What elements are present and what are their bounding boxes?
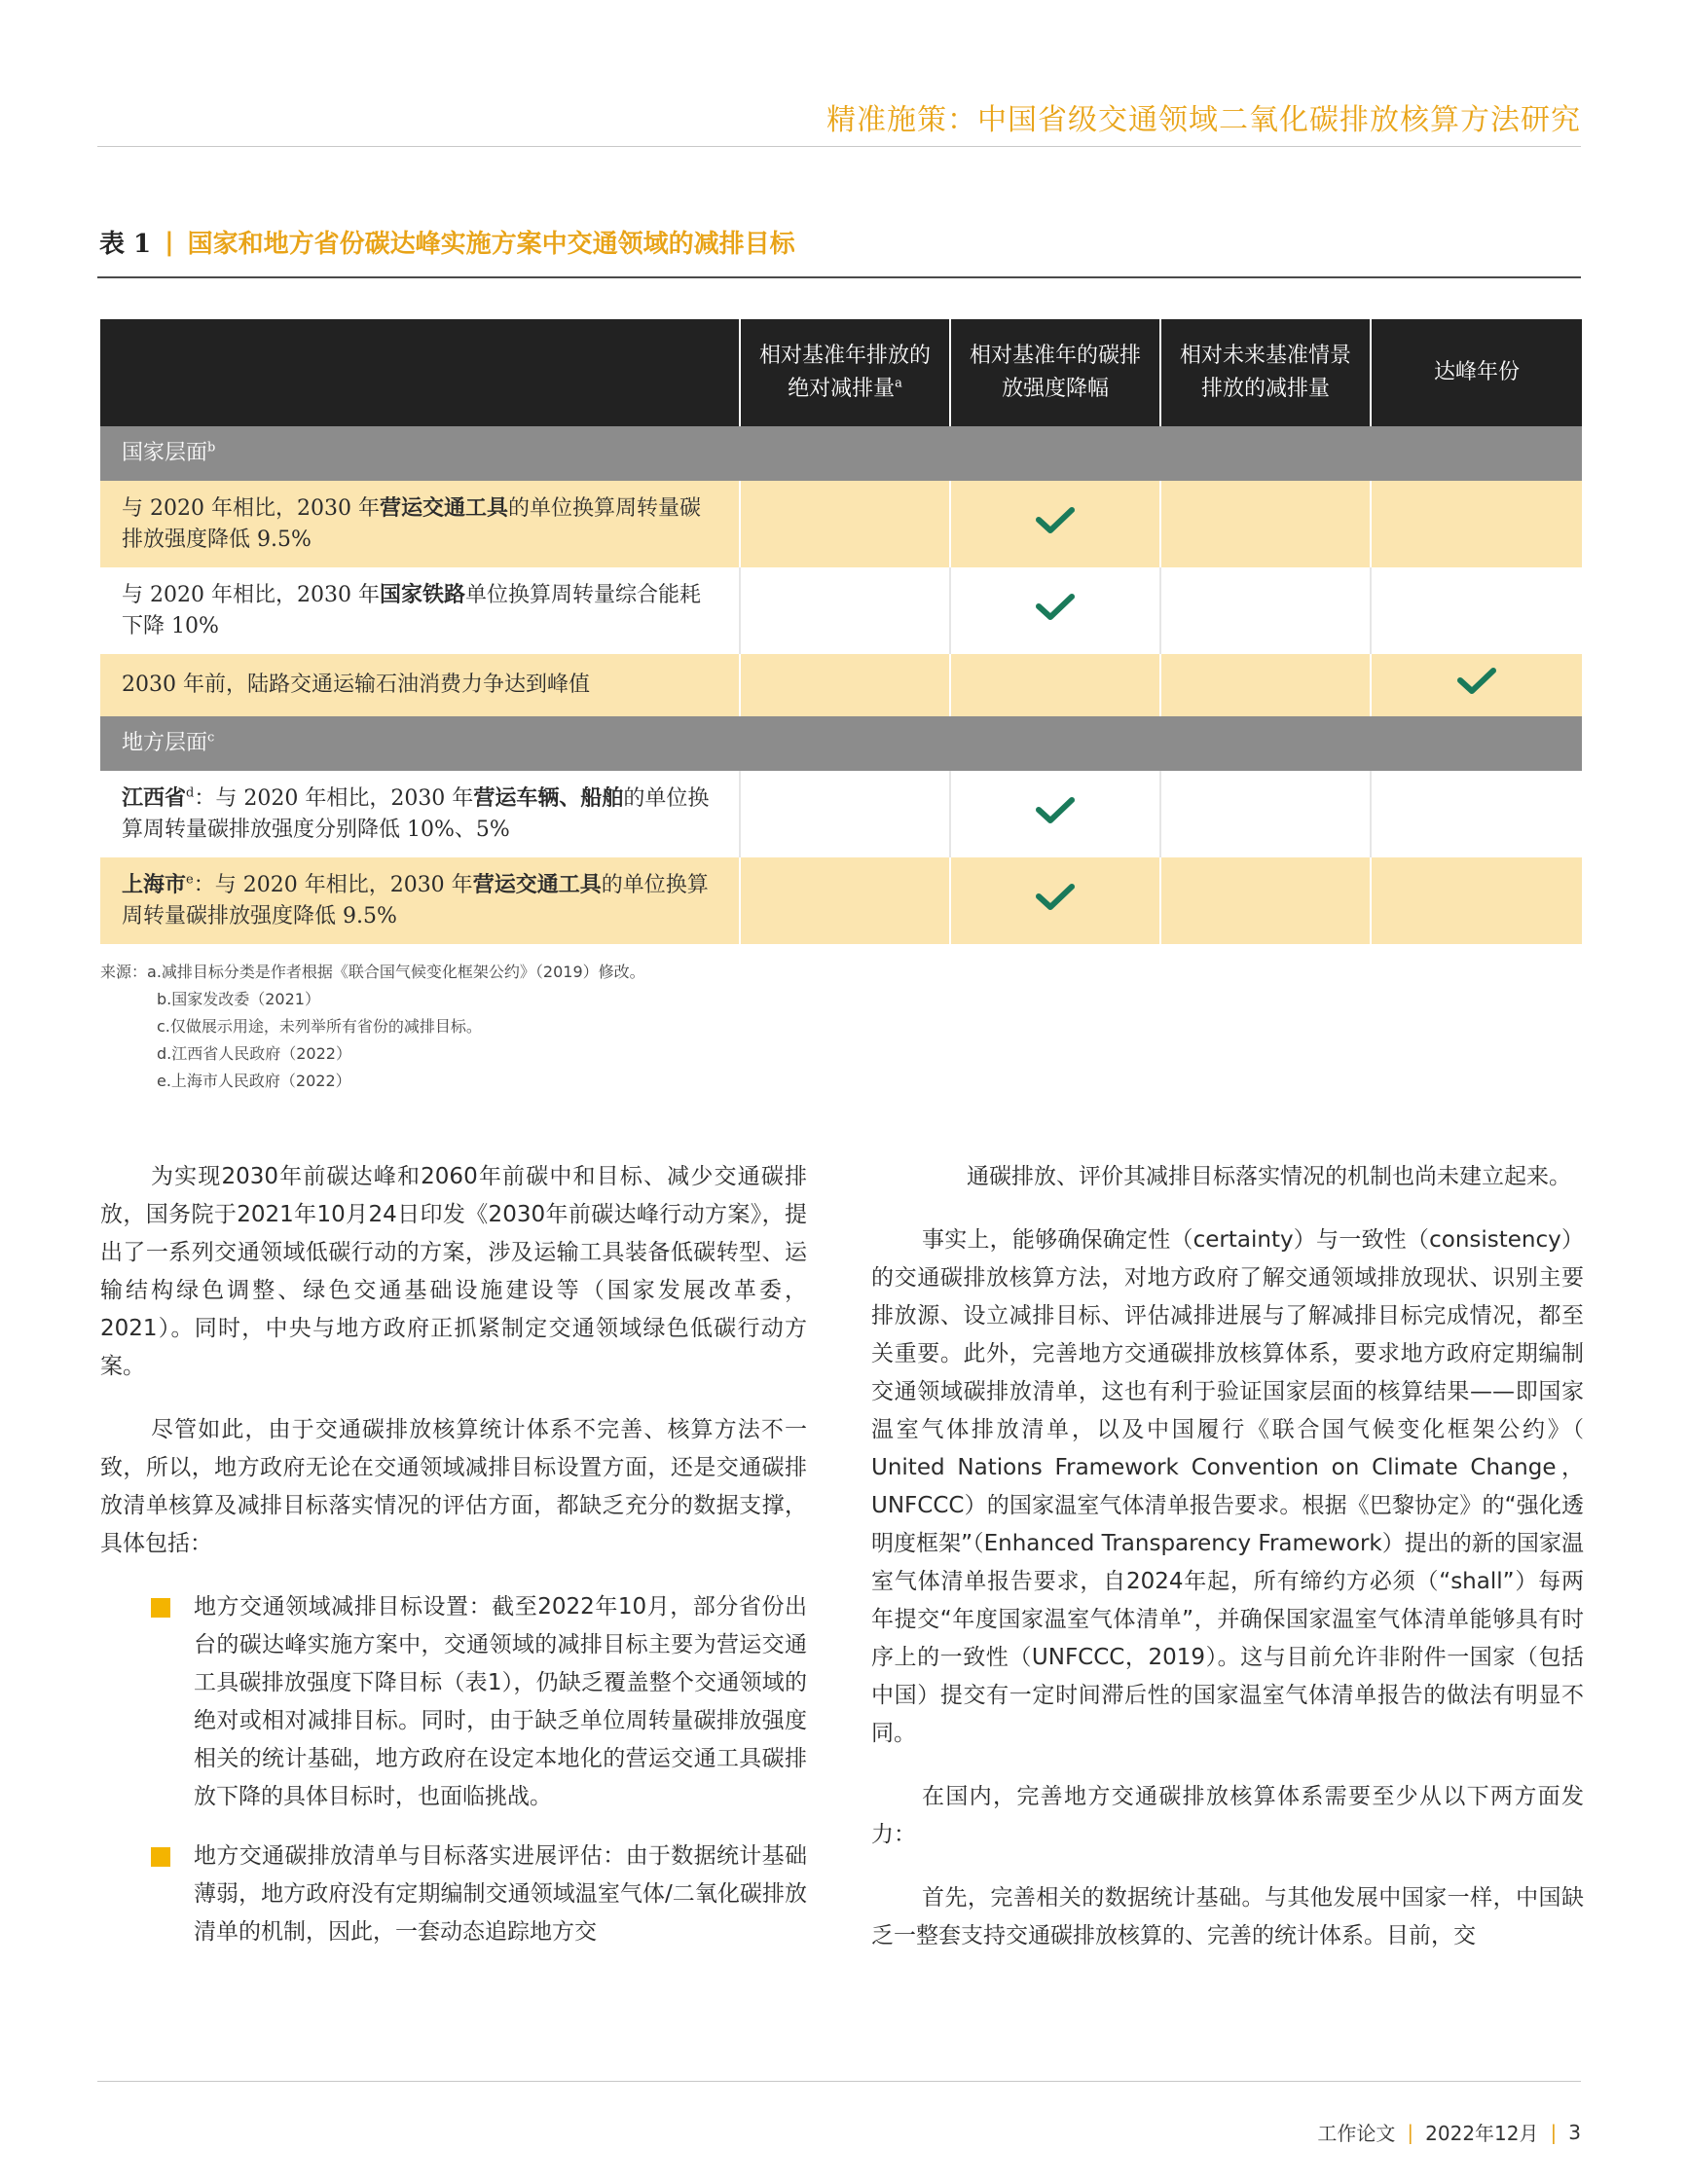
check-icon xyxy=(1455,666,1498,695)
footer-separator: | xyxy=(1407,2120,1414,2144)
table-number: 表 1 xyxy=(99,230,152,259)
section-label: 地方层面$^c$ xyxy=(100,716,1582,771)
footer-date: 2022年12月 xyxy=(1425,2122,1539,2145)
bullet-text: 地方交通碳排放清单与目标落实进展评估：由于数据统计基础薄弱，地方政府没有定期编制交通领域温室气体/二氧化碳排放清单的机制，因此，一套动态追踪地方交 xyxy=(194,1843,807,1945)
targets-table xyxy=(100,319,1582,944)
table-row xyxy=(100,567,1582,654)
header-bau-reduction: 相对未来基准情景排放的减排量 xyxy=(1160,319,1371,426)
bullet-text: 地方交通领域减排目标设置：截至2022年10月，部分省份出台的碳达峰实施方案中，交通领域的减排目标主要为营运交通工具碳排放强度下降目标（表1），仍缺乏覆盖整个交通领域的绝对或相对减排目标。同时，由于缺乏单位周转量碳排放强度相关的统计基础，地方政府在设定本地化的营运交通工具碳排放下降的具体目标时，也面临挑战。 xyxy=(194,1594,807,1809)
sources-label: 来源： xyxy=(100,963,148,981)
caption-separator: | xyxy=(165,227,174,257)
target-description: 江西省$^d$：与 2020 年相比，2030 年营运车辆、船舶的单位换算周转量碳排放强度分别降低 10%、5% xyxy=(100,771,740,857)
body-paragraph: 首先，完善相关的数据统计基础。与其他发展中国家一样，中国缺乏一整套支持交通碳排放核算的、完善的统计体系。目前，交 xyxy=(871,1885,1584,1948)
header-peak-year: 达峰年份 xyxy=(1371,319,1582,426)
caption-rule xyxy=(97,276,1581,278)
table-row xyxy=(100,654,1582,716)
section-row-local xyxy=(100,716,1582,771)
header-blank xyxy=(100,319,740,426)
target-description: 2030 年前，陆路交通运输石油消费力争达到峰值 xyxy=(100,654,740,716)
page-footer xyxy=(1317,2118,1581,2146)
header-intensity-reduction: 相对基准年的碳排放强度降幅 xyxy=(950,319,1160,426)
body-paragraph-continued: 通碳排放、评价其减排目标落实情况的机制也尚未建立起来。 xyxy=(967,1164,1571,1189)
check-icon xyxy=(1034,505,1077,534)
body-paragraph: 事实上，能够确保确定性（certainty）与一致性（consistency）的交通碳排放核算方法，对地方政府了解交通领域排放现状、识别主要排放源、设立减排目标、评估减排进展与了解减排目标完成情况，都至关重要。此外，完善地方交通碳排放核算体系，要求地方政府定期编制交通领域碳排放清单，这也有利于验证国家层面的核算结果——即国家温室气体排放清单，以及中国履行《联合国气候变化框架公约》（ United Nations Framework Convention on Climate Change，UNFCCC）的国家温室气体清单报告要求。根据《巴黎协定》的“强化透明度框架”（Enhanced Transparency Framework）提出的新的国家温室气体清单报告要求，自2024年起，所有缔约方必须（“shall”）每两年提交“年度国家温室气体清单”，并确保国家温室气体清单能够具有时序上的一致性（UNFCCC，2019）。这与目前允许非附件一国家（包括中国）提交有一定时间滞后性的国家温室气体清单报告的做法有明显不同。 xyxy=(871,1227,1584,1746)
table-sources xyxy=(100,959,645,1095)
bullet-item xyxy=(151,1588,807,1816)
running-title: 精准施策：中国省级交通领域二氧化碳排放核算方法研究 xyxy=(826,103,1581,137)
target-description: 与 2020 年相比，2030 年营运交通工具的单位换算周转量碳排放强度降低 9.5% xyxy=(100,481,740,567)
table-row xyxy=(100,857,1582,944)
section-label: 国家层面$^b$ xyxy=(100,426,1582,481)
source-note-c: c.仅做展示用途，未列举所有省份的减排目标。 xyxy=(157,1017,482,1036)
source-note-d: d.江西省人民政府（2022） xyxy=(157,1044,351,1063)
source-note-b: b.国家发改委（2021） xyxy=(157,990,320,1008)
bullet-item xyxy=(151,1838,807,1951)
check-icon xyxy=(1034,795,1077,824)
section-row-national xyxy=(100,426,1582,481)
table-caption xyxy=(99,224,795,260)
check-icon xyxy=(1034,882,1077,911)
check-icon xyxy=(1034,592,1077,621)
body-paragraph: 为实现2030年前碳达峰和2060年前碳中和目标、减少交通碳排放，国务院于2021年10月24日印发《2030年前碳达峰行动方案》，提出了一系列交通领域低碳行动的方案，涉及运输工具装备低碳转型、运输结构绿色调整、绿色交通基础设施建设等（国家发展改革委，2021）。同时，中央与地方政府正抓紧制定交通领域绿色低碳行动方案。 xyxy=(100,1164,807,1379)
header-rule xyxy=(97,146,1581,147)
footer-series: 工作论文 xyxy=(1317,2122,1396,2145)
body-paragraph: 在国内，完善地方交通碳排放核算体系需要至少从以下两方面发力： xyxy=(871,1784,1584,1847)
table-header-row xyxy=(100,319,1582,426)
body-paragraph: 尽管如此，由于交通碳排放核算统计体系不完善、核算方法不一致，所以，地方政府无论在交通领域减排目标设置方面，还是交通碳排放清单核算及减排目标落实情况的评估方面，都缺乏充分的数据支撑，具体包括： xyxy=(100,1417,807,1556)
table-row xyxy=(100,481,1582,567)
table-title: 国家和地方省份碳达峰实施方案中交通领域的减排目标 xyxy=(187,230,795,259)
bullet-square-icon xyxy=(151,1847,170,1867)
footer-rule xyxy=(97,2081,1581,2082)
target-description: 与 2020 年相比，2030 年国家铁路单位换算周转量综合能耗下降 10% xyxy=(100,567,740,654)
left-column xyxy=(100,1158,807,1973)
page-number: 3 xyxy=(1568,2120,1581,2144)
footer-separator: | xyxy=(1550,2120,1558,2144)
source-note-e: e.上海市人民政府（2022） xyxy=(157,1072,351,1090)
table-row xyxy=(100,771,1582,857)
source-note-a: a.减排目标分类是作者根据《联合国气候变化框架公约》（2019）修改。 xyxy=(147,963,645,981)
target-description: 上海市$^e$：与 2020 年相比，2030 年营运交通工具的单位换算周转量碳排放强度降低 9.5% xyxy=(100,857,740,944)
bullet-square-icon xyxy=(151,1598,170,1618)
header-absolute-reduction: 相对基准年排放的绝对减排量$^a$ xyxy=(740,319,950,426)
right-column xyxy=(871,1158,1584,1981)
